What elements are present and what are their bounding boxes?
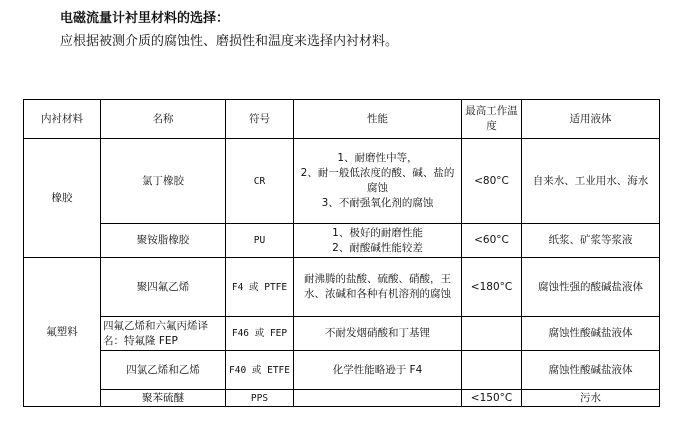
performance-line: 2、耐酸碱性能较差 <box>332 241 423 254</box>
liquid-cell: 腐蚀性酸碱盐液体 <box>522 351 660 390</box>
name-cell: 四氟乙烯和六氟丙烯译名：特氟隆 FEP <box>101 317 226 351</box>
header-lining-material: 内衬材料 <box>24 100 101 139</box>
liquid-cell: 自来水、工业用水、海水 <box>522 139 660 224</box>
name-cell: 氯丁橡胶 <box>101 139 226 224</box>
performance-line: 3、不耐强氧化剂的腐蚀 <box>321 197 434 209</box>
temp-cell: <80°C <box>462 139 522 224</box>
temp-cell: <150°C <box>462 390 522 407</box>
table-row <box>24 351 660 390</box>
header-max-temp: 最高工作温度 <box>462 100 522 139</box>
symbol-cell: PU <box>226 224 294 258</box>
liquid-cell: 污水 <box>522 390 660 407</box>
table-row <box>24 139 660 224</box>
performance-cell <box>294 139 462 224</box>
lining-material-table <box>23 99 660 407</box>
name-cell: 聚苯硫醚 <box>101 390 226 407</box>
performance-line: 2、耐一般低浓度的酸、碱、盐的腐蚀 <box>300 167 455 194</box>
header-performance: 性能 <box>294 100 462 139</box>
performance-cell: 耐沸腾的盐酸、硫酸、硝酸，王水、浓碱和各种有机溶剂的腐蚀 <box>294 258 462 317</box>
temp-cell <box>462 351 522 390</box>
symbol-cell: PPS <box>226 390 294 407</box>
header-applicable-liquid: 适用液体 <box>522 100 660 139</box>
name-cell: 四氯乙烯和乙烯 <box>101 351 226 390</box>
page-title: 电磁流量计衬里材料的选择： <box>60 11 230 26</box>
performance-line: 1、极好的耐磨性能 <box>332 226 423 239</box>
table-row <box>24 317 660 351</box>
performance-line: 1、耐磨性中等， <box>337 152 418 164</box>
symbol-cell: CR <box>226 139 294 224</box>
category-cell-rubber: 橡胶 <box>24 139 101 258</box>
temp-cell: <180°C <box>462 258 522 317</box>
performance-cell: 化学性能略逊于 F4 <box>294 351 462 390</box>
category-cell-fluoroplastic: 氟塑料 <box>24 258 101 407</box>
page-subtitle: 应根据被测介质的腐蚀性、磨损性和温度来选择内衬材料。 <box>60 34 399 49</box>
temp-cell: <60°C <box>462 224 522 258</box>
liquid-cell: 腐蚀性酸碱盐液体 <box>522 317 660 351</box>
name-cell: 聚四氟乙烯 <box>101 258 226 317</box>
liquid-cell: 腐蚀性强的酸碱盐液体 <box>522 258 660 317</box>
performance-cell <box>294 390 462 407</box>
table-row <box>24 258 660 317</box>
performance-cell: 不耐发烟硝酸和丁基锂 <box>294 317 462 351</box>
header-name: 名称 <box>101 100 226 139</box>
name-cell: 聚铵脂橡胶 <box>101 224 226 258</box>
performance-cell <box>294 224 462 258</box>
symbol-cell: F4 或 PTFE <box>226 258 294 317</box>
header-symbol: 符号 <box>226 100 294 139</box>
liquid-cell: 纸浆、矿浆等浆液 <box>522 224 660 258</box>
table-row <box>24 390 660 407</box>
temp-cell <box>462 317 522 351</box>
table-row <box>24 224 660 258</box>
table-header-row <box>24 100 660 139</box>
symbol-cell: F40 或 ETFE <box>226 351 294 390</box>
symbol-cell: F46 或 FEP <box>226 317 294 351</box>
